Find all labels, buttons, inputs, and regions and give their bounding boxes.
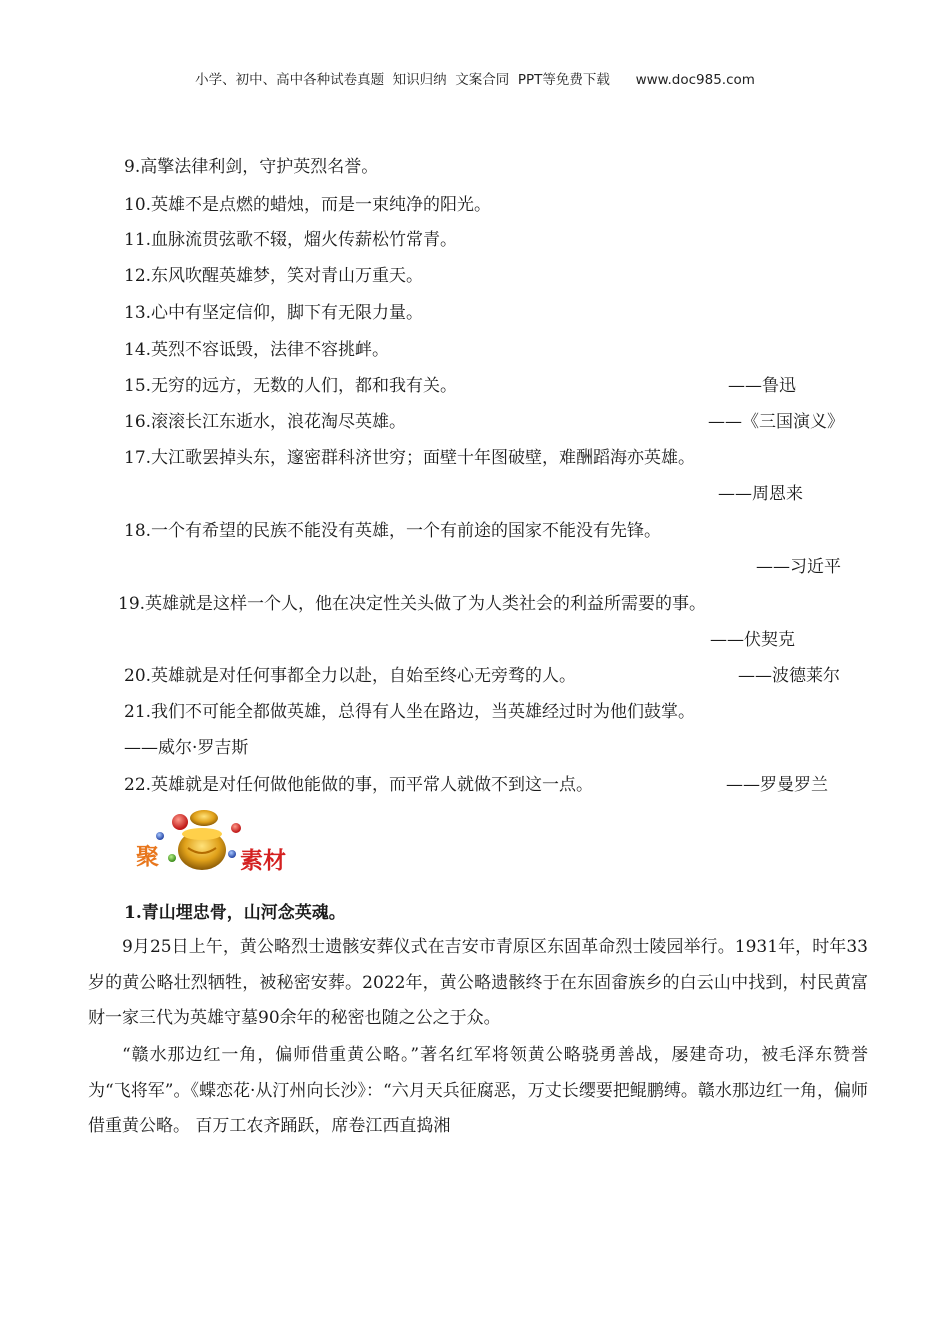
section-paragraph-1: 9月25日上午，黄公略烈士遗骸安葬仪式在吉安市青原区东固革命烈士陵园举行。1931年，时年33岁的黄公略壮烈牺牲，被秘密安葬。2022年，黄公略遗骸终于在东固畲族乡的白云山中找到，村民黄富财一家三代为英雄守墓90余年的秘密也随之公之于众。 xyxy=(88,937,868,1028)
quote-15-text: 15.无穷的远方，无数的人们，都和我有关。 xyxy=(124,376,458,396)
quote-12-text: 12.东风吹醒英雄梦，笑对青山万重天。 xyxy=(124,266,424,286)
quote-15-attribution: ——鲁迅 xyxy=(728,376,796,396)
quote-19-text: 19.英雄就是这样一个人，他在决定性关头做了为人类社会的利益所需要的事。 xyxy=(118,594,707,614)
quote-18-text: 18.一个有希望的民族不能没有英雄，一个有前途的国家不能没有先锋。 xyxy=(124,521,662,541)
quote-17-text: 17.大江歌罢掉头东，邃密群科济世穷；面壁十年图破壁，难酬蹈海亦英雄。 xyxy=(124,448,696,468)
banner-char-ju: 聚 xyxy=(136,844,159,870)
quote-20-attribution: ——波德莱尔 xyxy=(738,666,840,686)
section-paragraph-2: “赣水那边红一角，偏师借重黄公略。”著名红军将领黄公略骁勇善战，屡建奇功，被毛泽东赞誉为“飞将军”。《蝶恋花·从汀州向长沙》：“六月天兵征腐恶，万丈长缨要把鲲鹏缚。赣水那边红一角，偏师借重黄公略。 百万工农齐踊跃，席卷江西直捣湘 xyxy=(88,1045,868,1136)
page-header: 小学、初中、高中各种试卷真题 知识归纳 文案合同 PPT等免费下载 www.doc985.com xyxy=(195,72,755,88)
quote-17-attribution: ——周恩来 xyxy=(718,484,803,504)
quote-19-attribution: ——伏契克 xyxy=(710,630,795,650)
quote-20-text: 20.英雄就是对任何事都全力以赴，自始至终心无旁骛的人。 xyxy=(124,666,577,686)
quote-21-attribution: ——威尔·罗吉斯 xyxy=(124,738,249,758)
quote-18-attribution: ——习近平 xyxy=(756,557,841,577)
quote-11-text: 11.血脉流贯弦歌不辍，熘火传薪松竹常青。 xyxy=(124,230,458,250)
quote-16-text: 16.滚滚长江东逝水，浪花淘尽英雄。 xyxy=(124,412,407,432)
quote-22-attribution: ——罗曼罗兰 xyxy=(726,775,828,795)
section-heading: 1.青山埋忠骨，山河念英魂。 xyxy=(124,903,346,923)
section-banner xyxy=(132,802,302,876)
quote-13-text: 13.心中有坚定信仰，脚下有无限力量。 xyxy=(124,303,424,323)
quote-21-text: 21.我们不可能全都做英雄，总得有人坐在路边，当英雄经过时为他们鼓掌。 xyxy=(124,702,696,722)
quote-14-text: 14.英烈不容诋毁，法律不容挑衅。 xyxy=(124,340,390,360)
quote-22-text: 22.英雄就是对任何做他能做的事，而平常人就做不到这一点。 xyxy=(124,775,594,795)
quote-9-text: 9.高擎法律利剑，守护英烈名誉。 xyxy=(124,157,379,177)
quote-16-attribution: ——《三国演义》 xyxy=(708,412,844,432)
banner-char-sucai: 素材 xyxy=(240,848,286,874)
quote-10-text: 10.英雄不是点燃的蜡烛，而是一束纯净的阳光。 xyxy=(124,195,492,215)
